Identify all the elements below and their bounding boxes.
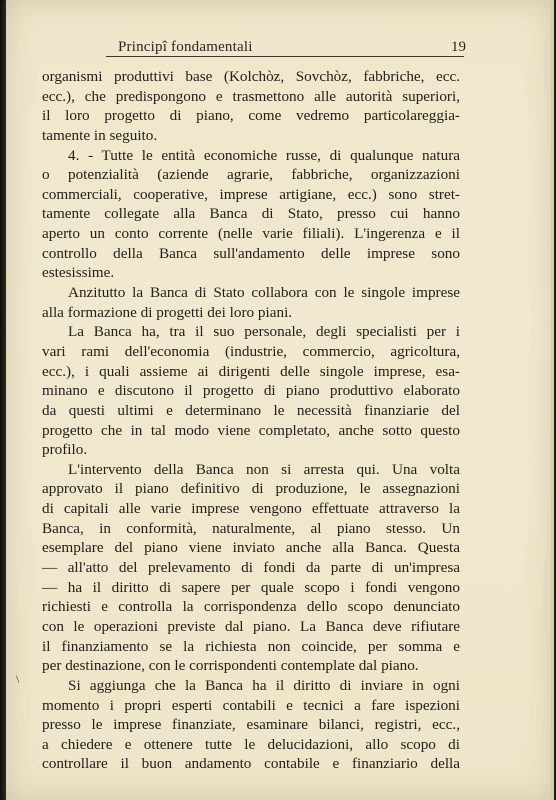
paragraph [42, 676, 460, 774]
text-line: controllare il buon andamento contabile e finanziario della [42, 755, 460, 773]
text-line: o potenzialità (aziende agrarie, fabbriche, organizzazioni [42, 166, 460, 184]
text-line: minano e discutono il progetto di piano produttivo elaborato [42, 382, 460, 400]
text-line: il finanziamento se la richiesta non coincide, per somma e [42, 637, 460, 655]
text-line: Si aggiunga che la Banca ha il diritto di inviare in ogni [68, 676, 460, 694]
text-line: approvato il piano definitivo di produzione, le assegnazioni [42, 480, 460, 498]
text-line: 4. - Tutte le entità economiche russe, di qualunque natura [68, 146, 460, 164]
text-line: vari rami dell'economia (industrie, commercio, agricoltura, [42, 342, 460, 360]
paragraph [42, 146, 460, 283]
header-rule [106, 56, 464, 57]
text-line: ecc.), i quali assieme ai dirigenti delle singole imprese, esa- [42, 362, 460, 380]
text-line: Banca, in conformità, naturalmente, al piano stesso. Un [42, 519, 460, 537]
page-number: 19 [451, 39, 466, 55]
margin-mark: \ [16, 672, 20, 686]
running-title: Principî fondamentali [118, 39, 253, 55]
text-line: — ha il diritto di sapere per quale scopo i fondi vengono [42, 578, 460, 596]
text-line: presso le imprese finanziate, esaminare bilanci, registri, ecc., [42, 716, 460, 734]
body-text [42, 67, 460, 774]
text-line: commerciali, cooperative, imprese artigiane, ecc.) sono stret- [42, 185, 460, 203]
text-line: a chiedere e ottenere tutte le delucidazioni, allo scopo di [42, 735, 460, 753]
book-page [6, 0, 554, 800]
text-line: — all'atto del prelevamento di fondi da parte di un'impresa [42, 559, 460, 577]
paragraph [42, 67, 460, 146]
text-line: controllo della Banca sull'andamento delle imprese sono [42, 244, 460, 262]
paragraph [42, 322, 460, 459]
text-line: con le operazioni previste dal piano. La Banca deve rifiutare [42, 617, 460, 635]
text-line: momento i propri esperti contabili e tecnici a fare ispezioni [42, 696, 460, 714]
text-line: ecc.), che predispongono e trasmettono alle autorità superiori, [42, 87, 460, 105]
text-line: estesissime. [42, 264, 115, 282]
text-line: da questi ultimi e determinano le necessità finanziarie del [42, 401, 460, 419]
text-line: aperto un conto corrente (nelle varie filiali). L'ingerenza e il [42, 225, 460, 243]
text-line: La Banca ha, tra il suo personale, degli specialisti per i [68, 323, 460, 341]
text-line: di capitali alle varie imprese vengono effettuate attraverso la [42, 500, 460, 518]
text-line: richiesti e controlla la corrispondenza dello scopo denunciato [42, 598, 460, 616]
text-line: progetto che in tal modo viene completato, anche sotto questo [42, 421, 460, 439]
text-line: il loro progetto di piano, come vedremo particolareggia- [42, 107, 460, 125]
text-line: esemplare del piano viene inviato anche alla Banca. Questa [42, 539, 460, 557]
text-line: L'intervento della Banca non si arresta qui. Una volta [68, 460, 460, 478]
text-line: Anzitutto la Banca di Stato collabora con le singole imprese [68, 284, 460, 302]
running-head [38, 34, 466, 56]
text-line: profilo. [42, 441, 88, 459]
text-line: per destinazione, con le corrispondenti contemplate dal piano. [42, 657, 419, 675]
text-line: tamente in seguito. [42, 126, 158, 144]
text-line: organismi produttivi base (Kolchòz, Sovchòz, fabbriche, ecc. [42, 68, 460, 85]
text-line: tamente collegate alla Banca di Stato, presso cui hanno [42, 205, 460, 223]
text-line: alla formazione di progetti dei loro piani. [42, 303, 293, 321]
paragraph [42, 283, 460, 322]
paragraph [42, 460, 460, 676]
